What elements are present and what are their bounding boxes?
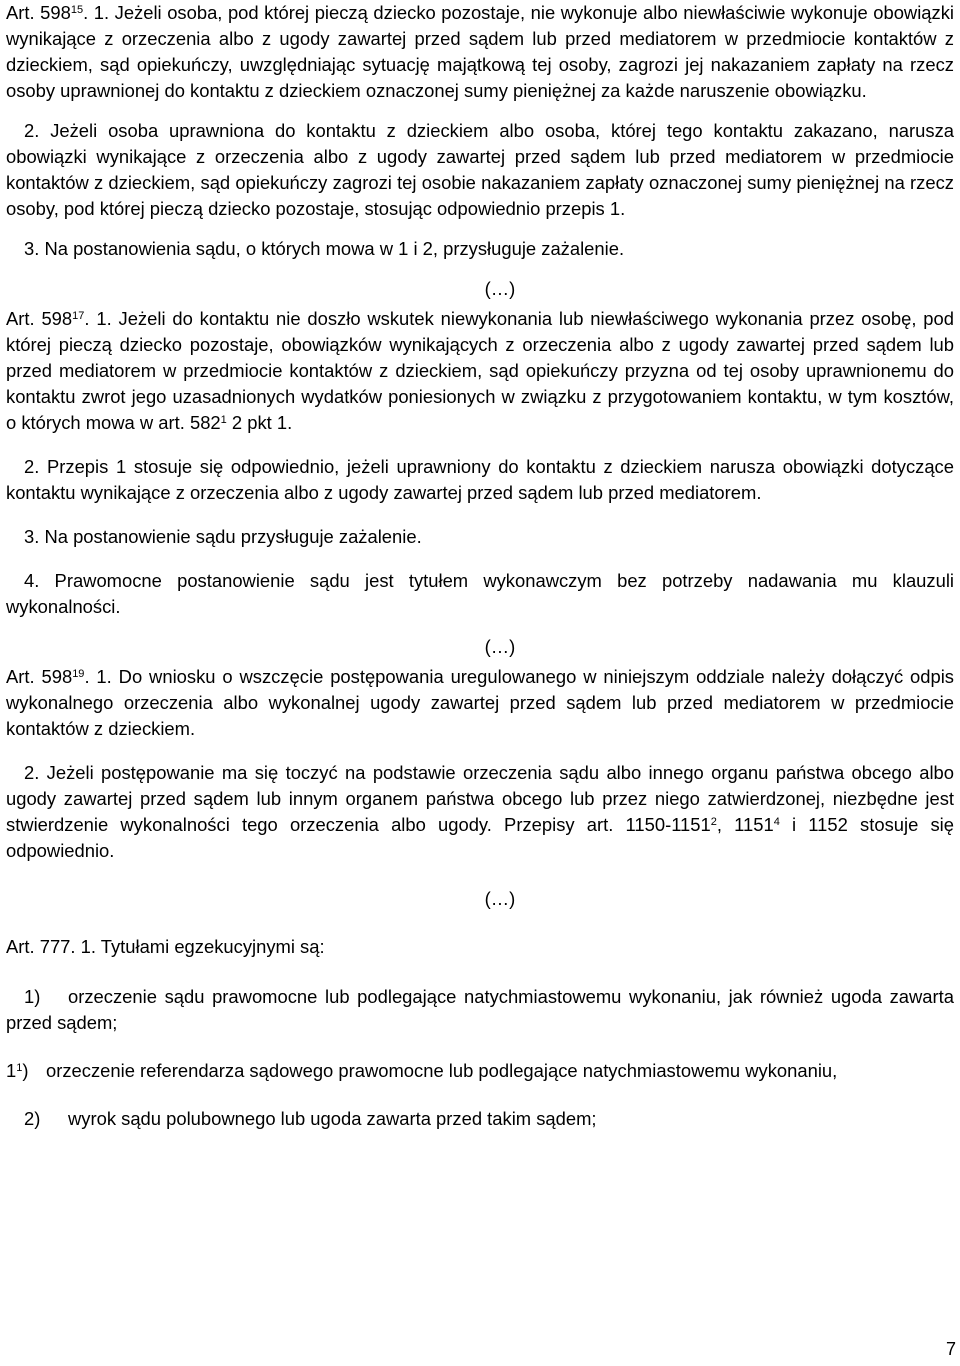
art-1151-4-sup: 4: [773, 816, 780, 828]
art-598-19-paragraph-2: [6, 760, 954, 864]
item-number: 1): [24, 986, 41, 1007]
omission-mark-3: (…): [484, 888, 516, 909]
art-598-15-sup: 15: [70, 4, 84, 16]
art-598-17-text: . 1. Jeżeli do kontaktu nie doszło wskutek niewykonania lub niewłaściwego wykonania przez osobę, pod której pieczą dziecko pozostaje, obowiązków wynikających z orzeczenia albo z ugody zawartej przed sądem lub przed mediatorem w przedmiocie kontaktów z dzieckiem, sąd opiekuńczy przyzna od tej osoby uprawnionemu do kontaktu zwrot jego uzasadnionych wydatków poniesionych w związku z przygotowaniem kontaktu, w tym kosztów, o których mowa w art. 582: [6, 308, 954, 433]
art-598-17-sup: 17: [72, 310, 85, 322]
art-598-19-p2-text-2: , 1151: [716, 814, 774, 835]
art-598-17-head: Art. 598: [6, 308, 73, 329]
art-598-17-paragraph-1: [6, 306, 954, 436]
page-number: 7: [945, 1339, 956, 1359]
item-number: 2): [24, 1108, 41, 1129]
item-number: $1^1$): [6, 1060, 29, 1081]
art-777-item-2: [6, 1106, 954, 1132]
document-page: [6, 0, 954, 1132]
art-598-15-text: . 1. Jeżeli osoba, pod której pieczą dziecko pozostaje, nie wykonuje albo niewłaściwie wykonuje obowiązki wynikające z orzeczenia albo z ugody zawartej przed sądem lub przed mediatorem w przedmiocie kontaktów z dzieckiem, sąd opiekuńczy, uwzględniając sytuację majątkową tej osoby, zagrozi jej nakazaniem zapłaty na rzecz osoby uprawnionej do kontaktu z dzieckiem oznaczonej sumy pieniężnej za każde naruszenie obowiązku.: [6, 2, 954, 101]
art-598-17-paragraph-2: 2. Przepis 1 stosuje się odpowiednio, jeżeli uprawniony do kontaktu z dzieckiem narusza obowiązki dotyczące kontaktu wynikające z orzeczenia albo z ugody zawartej przed sądem lub przed mediatorem.: [6, 456, 954, 503]
art-598-19-p2-text: 2. Jeżeli postępowanie ma się toczyć na podstawie orzeczenia sądu albo innego organu państwa obcego albo ugody zawartej przed sądem lub innym organem państwa obcego lub przez niego zatwierdzonej, niezbędne jest stwierdzenie wykonalności tego orzeczenia albo ugody. Przepisy art. 1150-1151: [6, 762, 954, 835]
art-598-15-paragraph-1: [6, 0, 954, 104]
art-598-17-paragraph-3: 3. Na postanowienie sądu przysługuje zażalenie.: [24, 526, 422, 547]
art-598-19-p2-text-3: i 1152 stosuje się odpowiednio.: [6, 814, 955, 861]
art-1151-sup: 2: [710, 816, 717, 828]
art-598-15-paragraph-2: 2. Jeżeli osoba uprawniona do kontaktu z dzieckiem albo osoba, której tego kontaktu zakazano, narusza obowiązki wynikające z orzeczenia albo z ugody zawartej przed sądem lub przed mediatorem w przedmiocie kontaktów z dzieckiem, sąd opiekuńczy zagrozi tej osobie nakazaniem zapłaty oznaczonej sumy pieniężnej na rzecz osoby, pod której pieczą dziecko pozostaje, stosując odpowiednio przepis 1.: [6, 120, 954, 219]
omission-mark-2: (…): [484, 636, 516, 657]
item-text: orzeczenie sądu prawomocne lub podlegające natychmiastowemu wykonaniu, jak również ugoda zawarta przed sądem;: [6, 986, 954, 1033]
art-777-item-1: [6, 984, 954, 1036]
item-text: orzeczenie referendarza sądowego prawomocne lub podlegające natychmiastowemu wykonaniu,: [46, 1060, 838, 1081]
art-598-15-paragraph-3: 3. Na postanowienia sądu, o których mowa w 1 i 2, przysługuje zażalenie.: [24, 238, 625, 259]
art-598-19-sup: 19: [72, 668, 85, 680]
art-598-19-text: . 1. Do wniosku o wszczęcie postępowania uregulowanego w niniejszym oddziale należy dołączyć odpis wykonalnego orzeczenia albo wykonalnej ugody zawartej przed sądem lub przed mediatorem w przedmiocie kontaktów z dzieckiem.: [6, 666, 954, 739]
art-598-17-text-end: 2 pkt 1.: [226, 412, 293, 433]
art-777-item-1-1: [6, 1058, 954, 1084]
art-598-19-head: Art. 598: [6, 666, 73, 687]
omission-mark: (…): [484, 278, 516, 299]
item-text: wyrok sądu polubownego lub ugoda zawarta przed takim sądem;: [68, 1108, 597, 1129]
art-582-sup: 1: [220, 414, 227, 426]
art-777-head: Art. 777. 1. Tytułami egzekucyjnymi są:: [6, 936, 325, 957]
art-598-15-head: Art. 598: [6, 2, 71, 23]
art-598-17-paragraph-4: 4. Prawomocne postanowienie sądu jest tytułem wykonawczym bez potrzeby nadawania mu klauzuli wykonalności.: [6, 570, 954, 617]
art-598-19-paragraph-1: [6, 664, 954, 742]
